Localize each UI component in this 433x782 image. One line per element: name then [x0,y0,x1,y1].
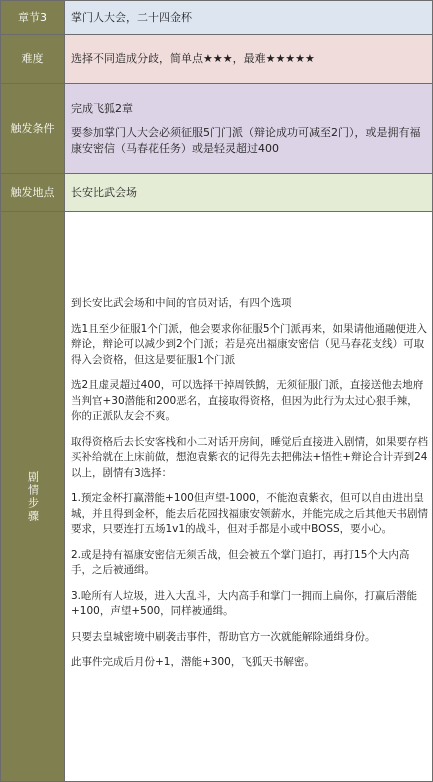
story-paragraph: 3.呛所有人垃圾，进入大乱斗，大内高手和掌门一拥而上扁你，打赢后潜能+100，声望+500，同样被通缉。 [71,589,418,617]
story-paragraph: 此事件完成后月份+1，潜能+300，飞狐天书解密。 [71,656,315,668]
value-difficulty: 选择不同造成分歧，简单点★★★，最难★★★★★ [71,52,315,65]
story-paragraph: 到长安比武会场和中间的官员对话，有四个选项 [71,297,292,309]
label-story [1,212,65,781]
row-difficulty [1,35,432,83]
label-difficulty: 难度 [1,35,65,83]
label-story-text: 剧情步骤 [26,470,40,523]
story-paragraph: 1.预定金杯打赢潜能+100但声望-1000，不能泡袁紫衣，但可以自由进出皇城，并且得到金杯，能去后花园找福康安领薪水，并能完成之后其他天书剧情要求，只要连打五场1v1的战斗，但对手都是小或中BOSS，要小心。 [71,492,428,535]
story-paragraph: 只要去皇城密境中刷袭击事件，帮助官方一次就能解除通缉身份。 [71,630,376,643]
value-location: 长安比武会场 [71,185,137,199]
row-trigger [1,84,432,173]
story-paragraph: 2.或是持有福康安密信无须舌战，但会被五个掌门追打，再打15个大内高手，之后被通缉。 [71,548,410,576]
row-chapter [1,1,432,34]
value-story [65,212,432,781]
story-paragraph: 选1且至少征服1个门派，他会要求你征服5个门派再来，如果请他通融便进入辩论，辩论可以减少到2个门派；若是亮出福康安密信（见马春花支线）可取得入会资格，但这是要征服1个门派 [71,322,428,366]
label-chapter: 章节3 [1,1,65,34]
row-location [1,174,432,211]
label-trigger: 触发条件 [1,84,65,173]
story-paragraph: 选2且虚灵超过400，可以选择干掉周铁鹪，无须征服门派，直接送他去地府当判官+30潜能和200恶名，直接取得资格，但因为此行为太过心狠手辣，你的正派队友会不爽。 [71,379,424,422]
row-story [1,212,432,781]
trigger-line-1: 完成飞狐2章 [71,101,133,115]
value-chapter: 掌门人大会，二十四金杯 [71,10,192,24]
value-trigger [65,84,432,173]
trigger-line-2: 要参加掌门人大会必须征服5门门派（辩论成功可减至2门），或是拥有福康安密信（马春花任务）或是轻灵超过400 [71,125,421,155]
label-location: 触发地点 [1,174,65,211]
story-paragraph: 取得资格后去长安客栈和小二对话开房间，睡觉后直接进入剧情，如果要存档买补给就在上床前做，想泡袁紫衣的记得先去把佛法+悟性+辩论合计弄到24以上，剧情有3选择： [71,435,428,479]
